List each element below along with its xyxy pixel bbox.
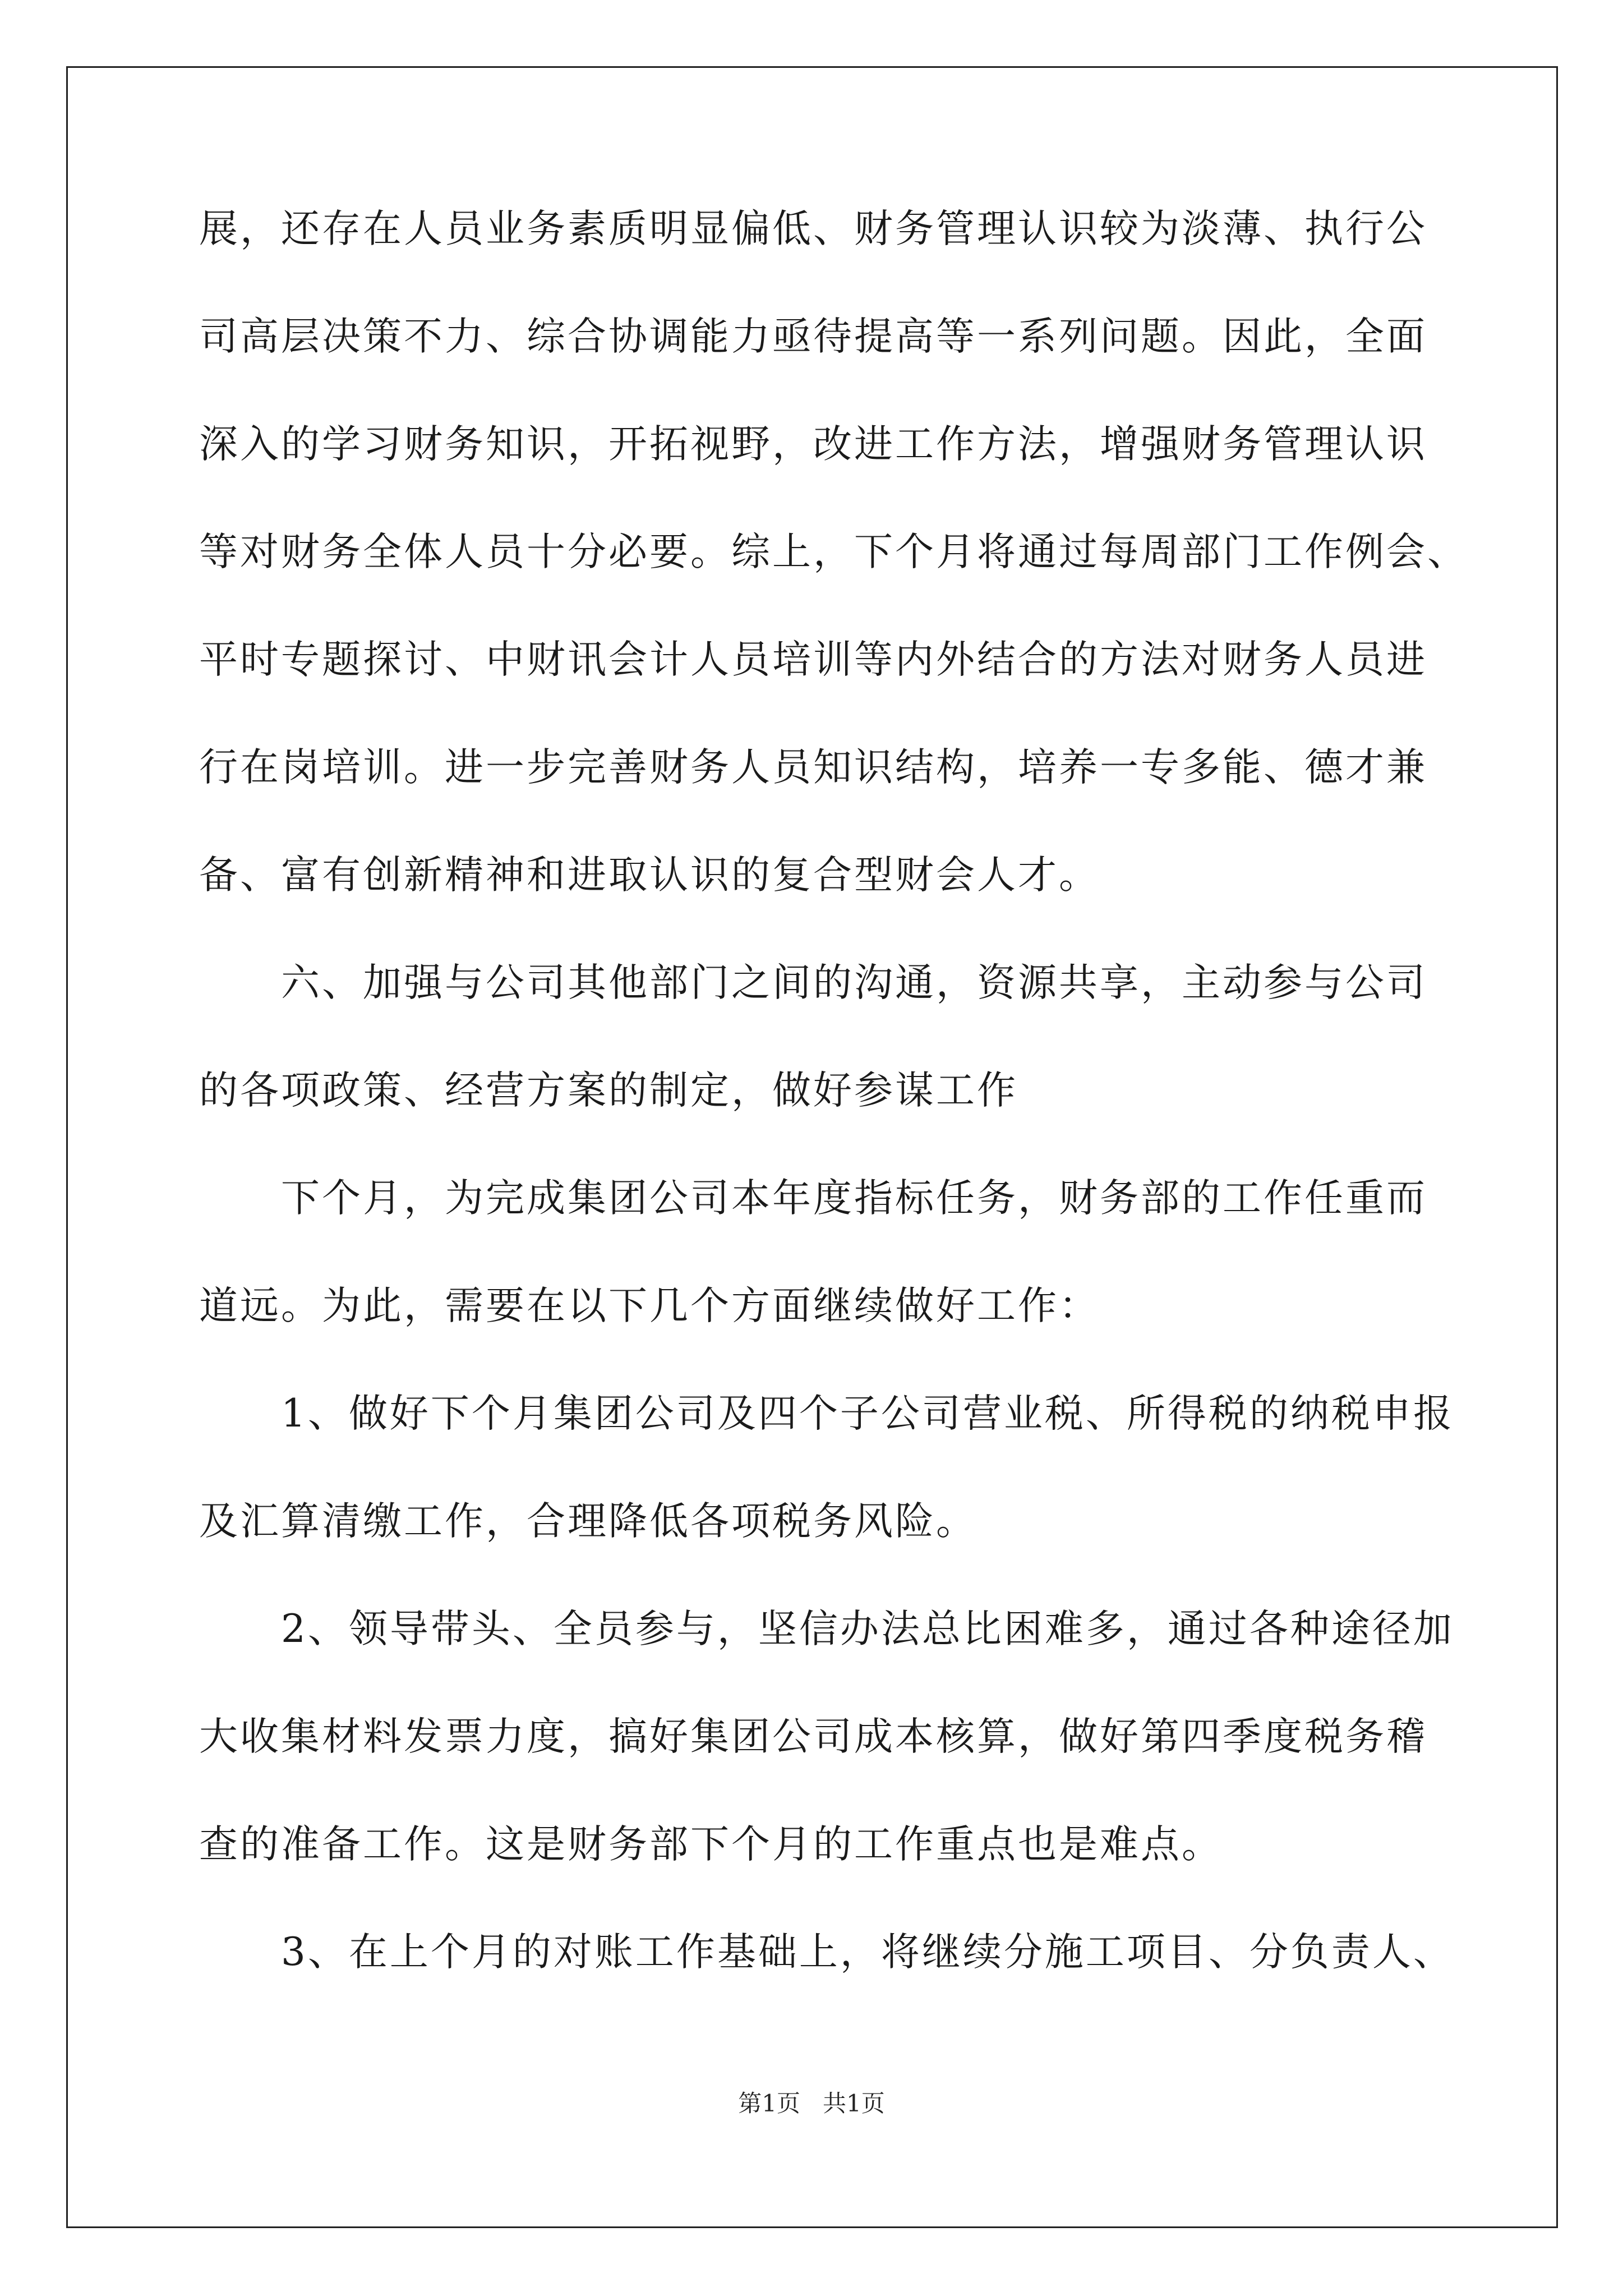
page-border <box>66 66 1558 2228</box>
text-line: 六、加强与公司其他部门之间的沟通，资源共享，主动参与公司 <box>281 960 1427 1005</box>
text-line: 大收集材料发票力度，搞好集团公司成本核算，做好第四季度税务稽 <box>199 1714 1427 1759</box>
text-line: 3、在上个月的对账工作基础上，将继续分施工项目、分负责人、 <box>281 1930 1454 1975</box>
text-line: 司高层决策不力、综合协调能力亟待提高等一系列问题。因此，全面 <box>199 314 1427 359</box>
page-footer: 第1页 共1页 <box>738 2090 885 2117</box>
text-line: 查的准备工作。这是财务部下个月的工作重点也是难点。 <box>199 1822 1223 1867</box>
text-line: 深入的学习财务知识，开拓视野，改进工作方法，增强财务管理认识 <box>199 422 1427 467</box>
text-line: 等对财务全体人员十分必要。综上，下个月将通过每周部门工作例会、 <box>199 530 1468 574</box>
text-line: 展，还存在人员业务素质明显偏低、财务管理认识较为淡薄、执行公 <box>199 206 1427 251</box>
text-line: 平时专题探讨、中财讯会计人员培训等内外结合的方法对财务人员进 <box>199 637 1427 682</box>
text-line: 行在岗培训。进一步完善财务人员知识结构，培养一专多能、德才兼 <box>199 745 1427 790</box>
text-line: 2、领导带头、全员参与，坚信办法总比困难多，通过各种途径加 <box>281 1607 1454 1651</box>
text-line: 及汇算清缴工作，合理降低各项税务风险。 <box>199 1499 977 1544</box>
text-line: 下个月，为完成集团公司本年度指标任务，财务部的工作任重而 <box>281 1176 1427 1221</box>
text-line: 的各项政策、经营方案的制定，做好参谋工作 <box>199 1068 1018 1113</box>
text-line: 道远。为此，需要在以下几个方面继续做好工作： <box>199 1283 1100 1328</box>
text-line: 1、做好下个月集团公司及四个子公司营业税、所得税的纳税申报 <box>281 1391 1454 1436</box>
text-line: 备、富有创新精神和进取认识的复合型财会人才。 <box>199 853 1100 898</box>
